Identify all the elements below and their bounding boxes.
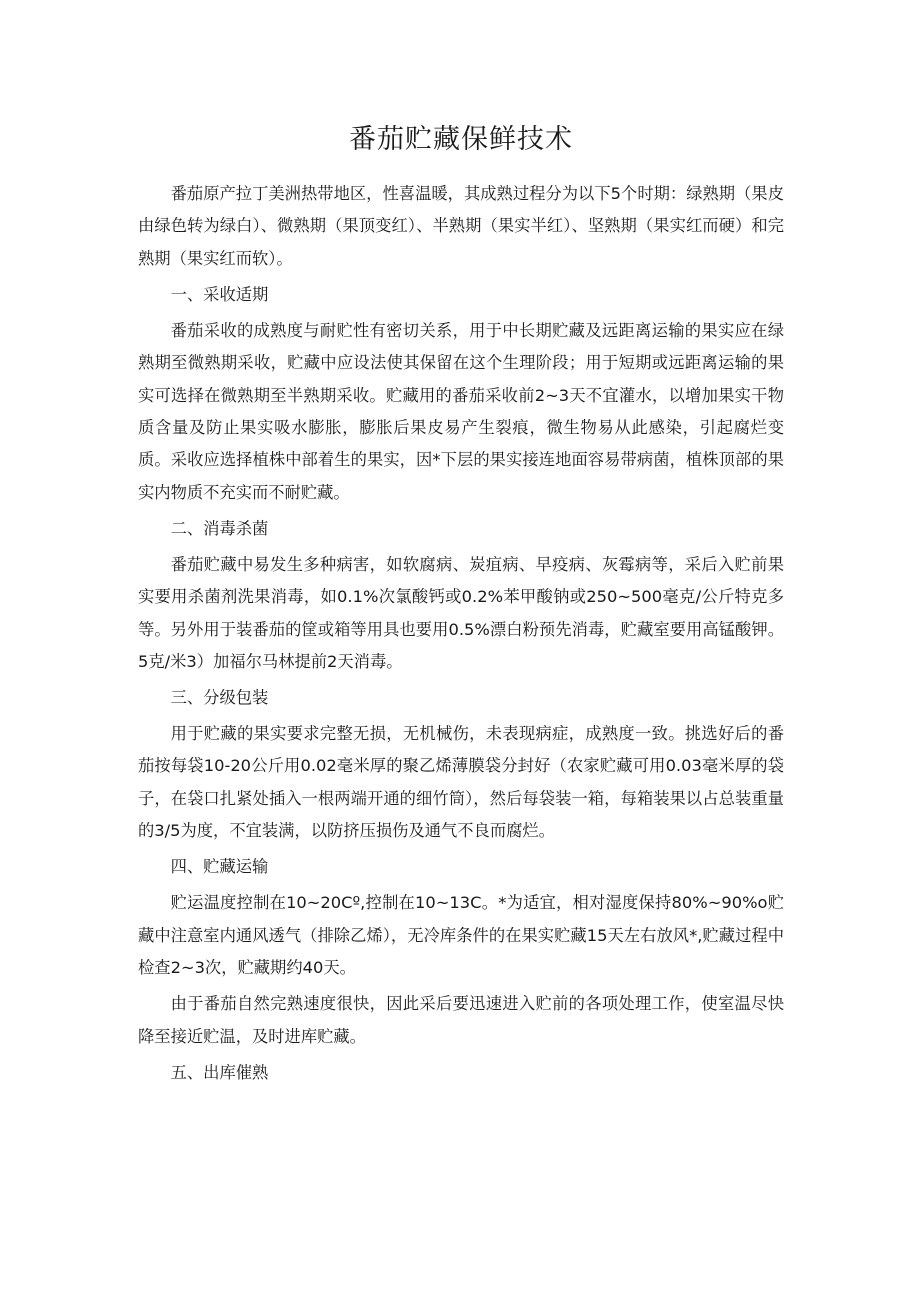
- section-disinfection: [138, 513, 784, 679]
- section-heading: 二、消毒杀菌: [170, 518, 269, 538]
- section-heading: 四、贮藏运输: [170, 857, 269, 877]
- document-page: [138, 118, 784, 1093]
- section-heading: 五、出库催熟: [170, 1062, 269, 1082]
- section-harvest: [138, 279, 784, 509]
- section-heading: 三、分级包装: [170, 688, 269, 708]
- section-paragraph: 用于贮藏的果实要求完整无损，无机械伤，未表现病症，成熟度一致。挑选好后的番茄按每袋10-20公斤用0.02毫米厚的聚乙烯薄膜袋分封好（农家贮藏可用0.03毫米厚的袋子，在袋口扎紧处插入一根两端开通的细竹筒），然后每袋装一箱，每箱装果以占总装重量的3/5为度，不宜装满，以防挤压损伤及通气不良而腐烂。: [138, 724, 784, 841]
- section-paragraph: 番茄采收的成熟度与耐贮性有密切关系，用于中长期贮藏及远距离运输的果实应在绿熟期至微熟期采收，贮藏中应设法使其保留在这个生理阶段；用于短期或远距离运输的果实可选择在微熟期至半熟期采收。贮藏用的番茄采收前2~3天不宜灌水，以增加果实干物质含量及防止果实吸水膨胀，膨胀后果皮易产生裂痕，微生物易从此感染，引起腐烂变质。采收应选择植株中部着生的果实，因*下层的果实接连地面容易带病菌，植株顶部的果实内物质不充实而不耐贮藏。: [138, 320, 784, 502]
- section-heading: 一、采收适期: [170, 284, 269, 304]
- section-ripening: [138, 1057, 784, 1089]
- section-grading-packing: [138, 682, 784, 848]
- section-paragraph: 由于番茄自然完熟速度很快，因此采后要迅速进入贮前的各项处理工作，使室温尽快降至接近贮温，及时进库贮藏。: [138, 994, 784, 1046]
- section-paragraph: 番茄贮藏中易发生多种病害，如软腐病、炭疽病、早疫病、灰霉病等，采后入贮前果实要用杀菌剂洗果消毒，如0.1%次氯酸钙或0.2%苯甲酸钠或250~500毫克/公斤特克多等。另外用于装番茄的筐或箱等用具也要用0.5%漂白粉预先消毒，贮藏室要用高锰酸钾。5克/米3）加福尔马林提前2天消毒。: [138, 554, 784, 672]
- intro-paragraph: 番茄原产拉丁美洲热带地区，性喜温暖，其成熟过程分为以下5个时期：绿熟期（果皮由绿色转为绿白）、微熟期（果顶变红）、半熟期（果实半红）、坚熟期（果实红而硬）和完熟期（果实红而软）。: [138, 184, 784, 268]
- section-storage-transport: [138, 851, 784, 1053]
- page-title: 番茄贮藏保鲜技术: [349, 124, 573, 155]
- section-paragraph: 贮运温度控制在10~20Cº,控制在10~13C。*为适宜，相对湿度保持80%~90%o贮藏中注意室内通风透气（排除乙烯），无冷库条件的在果实贮藏15天左右放风*,贮藏过程中检查2~3次，贮藏期约40天。: [138, 893, 784, 978]
